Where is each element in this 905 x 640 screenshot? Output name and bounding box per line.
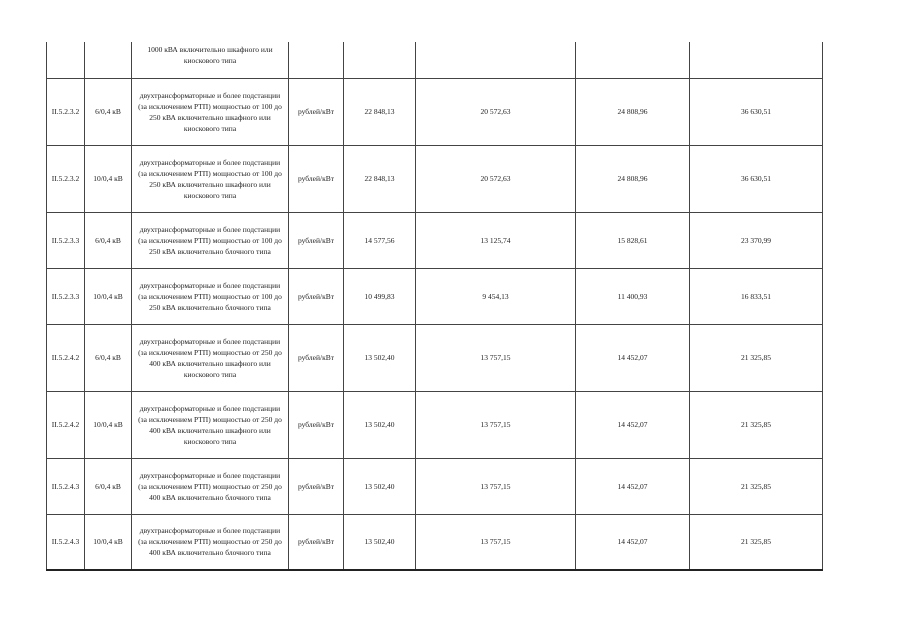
cell-code: II.5.2.4.3 xyxy=(47,458,85,514)
cell-description: двухтрансформаторные и более подстанции (за исключением РТП) мощностью от 250 до 400 кВА включительно шкафного или киоскового типа xyxy=(132,324,289,391)
cell-voltage: 6/0,4 кВ xyxy=(85,324,132,391)
cell-value-3 xyxy=(576,42,690,78)
cell-code: II.5.2.4.2 xyxy=(47,324,85,391)
cell-unit: рублей/кВт xyxy=(289,145,344,212)
table-row-continuation xyxy=(47,42,823,78)
cell-unit: рублей/кВт xyxy=(289,514,344,570)
cell-unit: рублей/кВт xyxy=(289,324,344,391)
cell-value-4: 21 325,85 xyxy=(690,324,823,391)
cell-voltage xyxy=(85,42,132,78)
cell-value-2: 13 125,74 xyxy=(416,212,576,268)
cell-voltage: 10/0,4 кВ xyxy=(85,514,132,570)
cell-description: двухтрансформаторные и более подстанции (за исключением РТП) мощностью от 100 до 250 кВА включительно блочного типа xyxy=(132,212,289,268)
cell-value-1 xyxy=(344,42,416,78)
cell-value-2: 13 757,15 xyxy=(416,458,576,514)
cell-value-3: 24 808,96 xyxy=(576,145,690,212)
cell-value-3: 14 452,07 xyxy=(576,391,690,458)
tariff-table xyxy=(46,42,823,571)
cell-value-2: 13 757,15 xyxy=(416,391,576,458)
cell-description: двухтрансформаторные и более подстанции (за исключением РТП) мощностью от 100 до 250 кВА включительно шкафного или киоскового типа xyxy=(132,78,289,145)
cell-unit: рублей/кВт xyxy=(289,212,344,268)
cell-description: двухтрансформаторные и более подстанции (за исключением РТП) мощностью от 250 до 400 кВА включительно блочного типа xyxy=(132,458,289,514)
cell-value-4 xyxy=(690,42,823,78)
cell-value-1: 13 502,40 xyxy=(344,391,416,458)
cell-value-4: 36 630,51 xyxy=(690,78,823,145)
cell-code xyxy=(47,42,85,78)
cell-value-3: 14 452,07 xyxy=(576,458,690,514)
cell-value-1: 14 577,56 xyxy=(344,212,416,268)
cell-code: II.5.2.3.3 xyxy=(47,268,85,324)
cell-voltage: 6/0,4 кВ xyxy=(85,458,132,514)
cell-value-1: 13 502,40 xyxy=(344,458,416,514)
cell-description: 1000 кВА включительно шкафного или киоскового типа xyxy=(132,42,289,78)
cell-value-1: 22 848,13 xyxy=(344,145,416,212)
cell-value-4: 16 833,51 xyxy=(690,268,823,324)
cell-code: II.5.2.3.3 xyxy=(47,212,85,268)
cell-voltage: 6/0,4 кВ xyxy=(85,78,132,145)
table-row xyxy=(47,78,823,145)
cell-value-1: 10 499,83 xyxy=(344,268,416,324)
cell-value-3: 24 808,96 xyxy=(576,78,690,145)
cell-unit: рублей/кВт xyxy=(289,458,344,514)
cell-description: двухтрансформаторные и более подстанции (за исключением РТП) мощностью от 250 до 400 кВА включительно шкафного или киоскового типа xyxy=(132,391,289,458)
cell-value-2: 20 572,63 xyxy=(416,145,576,212)
cell-description: двухтрансформаторные и более подстанции (за исключением РТП) мощностью от 250 до 400 кВА включительно блочного типа xyxy=(132,514,289,570)
table-row xyxy=(47,324,823,391)
cell-value-1: 13 502,40 xyxy=(344,324,416,391)
cell-value-2: 13 757,15 xyxy=(416,324,576,391)
cell-code: II.5.2.3.2 xyxy=(47,145,85,212)
cell-value-2: 13 757,15 xyxy=(416,514,576,570)
cell-code: II.5.2.3.2 xyxy=(47,78,85,145)
table-row xyxy=(47,145,823,212)
cell-value-4: 23 370,99 xyxy=(690,212,823,268)
cell-voltage: 10/0,4 кВ xyxy=(85,268,132,324)
table-row xyxy=(47,212,823,268)
cell-value-4: 21 325,85 xyxy=(690,458,823,514)
cell-value-3: 15 828,61 xyxy=(576,212,690,268)
cell-unit xyxy=(289,42,344,78)
cell-value-1: 13 502,40 xyxy=(344,514,416,570)
cell-voltage: 6/0,4 кВ xyxy=(85,212,132,268)
table-row xyxy=(47,391,823,458)
cell-unit: рублей/кВт xyxy=(289,78,344,145)
cell-description: двухтрансформаторные и более подстанции (за исключением РТП) мощностью от 100 до 250 кВА включительно шкафного или киоскового типа xyxy=(132,145,289,212)
cell-unit: рублей/кВт xyxy=(289,391,344,458)
table-row xyxy=(47,458,823,514)
table-row xyxy=(47,514,823,570)
cell-voltage: 10/0,4 кВ xyxy=(85,391,132,458)
cell-value-4: 36 630,51 xyxy=(690,145,823,212)
cell-value-4: 21 325,85 xyxy=(690,514,823,570)
cell-code: II.5.2.4.3 xyxy=(47,514,85,570)
cell-value-2 xyxy=(416,42,576,78)
cell-value-3: 14 452,07 xyxy=(576,324,690,391)
cell-voltage: 10/0,4 кВ xyxy=(85,145,132,212)
cell-value-2: 20 572,63 xyxy=(416,78,576,145)
table-row xyxy=(47,268,823,324)
cell-code: II.5.2.4.2 xyxy=(47,391,85,458)
cell-description: двухтрансформаторные и более подстанции (за исключением РТП) мощностью от 100 до 250 кВА включительно блочного типа xyxy=(132,268,289,324)
cell-value-3: 14 452,07 xyxy=(576,514,690,570)
cell-value-1: 22 848,13 xyxy=(344,78,416,145)
cell-value-2: 9 454,13 xyxy=(416,268,576,324)
cell-value-3: 11 400,93 xyxy=(576,268,690,324)
cell-value-4: 21 325,85 xyxy=(690,391,823,458)
cell-unit: рублей/кВт xyxy=(289,268,344,324)
